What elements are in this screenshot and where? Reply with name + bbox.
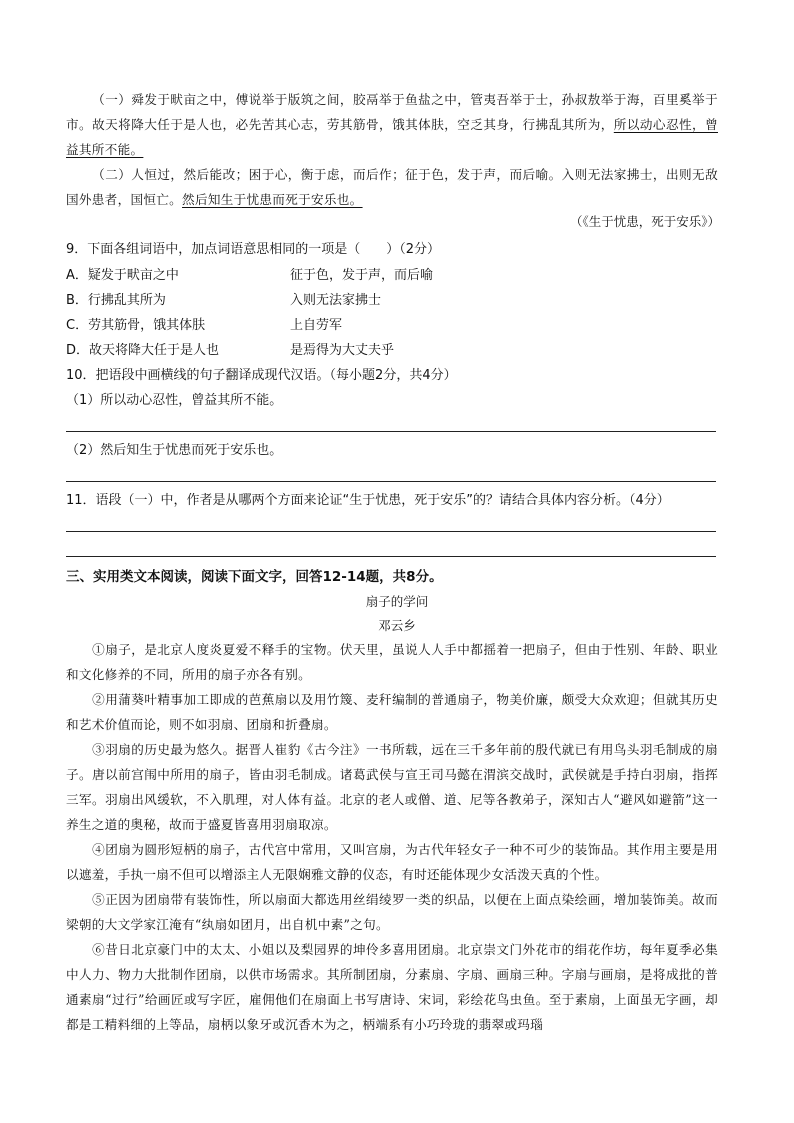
paragraph-text: ④团扇为圆形短柄的扇子，古代宫中常用，又叫宫扇，为古代年轻女子一种不可少的装饰品。其作用主要是用以遮羞，手执一扇不但可以增添主人无限娴雅文静的仪态，有时还能体现少女活泼天真的个性。	[66, 842, 718, 882]
q9-option-d-right: 是焉得为大丈夫乎	[290, 343, 395, 358]
passage-source: （《生于忧患，死于安乐》）	[569, 214, 720, 229]
section-three-heading: 三、实用类文本阅读，阅读下面文字，回答12-14题，共8分。	[66, 569, 443, 585]
answer-line	[66, 431, 716, 432]
paragraph-text: ⑤正因为团扇带有装饰性，所以扇面大都选用丝绢绫罗一类的织品，以便在上面点染绘画，增加装饰美。故而梁朝的大文学家江淹有“纨扇如团月，出自机中素”之句。	[66, 892, 718, 932]
passage-two-text: （二）人恒过，然后能改；困于心，衡于虑，而后作；征于色，发于声，而后喻。入则无法家拂士，出则无敌国外患者，国恒亡。	[66, 167, 718, 207]
q9-option-b-left: B．行拂乱其所为	[66, 293, 166, 308]
passage-one-underlined: 所以动心忍性，曾益其所不能。	[66, 117, 718, 157]
q9-option-a-left: A．疑发于畎亩之中	[66, 268, 179, 283]
passage-one	[66, 87, 718, 162]
article-title: 扇子的学问	[365, 594, 429, 609]
paragraph-text: ①扇子，是北京人度炎夏爱不释手的宝物。伏天里，虽说人人手中都摇着一把扇子，但由于性别、年龄、职业和文化修养的不同，所用的扇子亦各有别。	[66, 642, 718, 682]
article-author: 邓云乡	[378, 618, 416, 633]
passage-two-underlined: 然后知生于忧患而死于安乐也。	[182, 192, 363, 207]
question-10-sentence-2: （2）然后知生于忧患而死于安乐也。	[66, 443, 283, 458]
passage-one-text: （一）舜发于畎亩之中，傅说举于版筑之间，胶鬲举于鱼盐之中，管夷吾举于士，孙叔敖举于海，百里奚举于市。故天将降大任于是人也，必先苦其心志，劳其筋骨，饿其体肤，空乏其身，行拂乱其所为，	[66, 92, 718, 132]
question-11-stem: 11．语段（一）中，作者是从哪两个方面来论证“生于忧患，死于安乐”的？请结合具体内容分析。（4分）	[66, 493, 670, 508]
q9-option-c-left: C．劳其筋骨，饿其体肤	[66, 318, 206, 333]
article-paragraph-6	[66, 937, 718, 1037]
passage-two	[66, 162, 718, 212]
question-10-stem: 10．把语段中画横线的句子翻译成现代汉语。（每小题2分，共4分）	[66, 368, 457, 383]
article-paragraph-3	[66, 737, 718, 837]
question-10-sentence-1: （1）所以动心忍性，曾益其所不能。	[66, 393, 283, 408]
paragraph-text: ②用蒲葵叶精事加工即成的芭蕉扇以及用竹篾、麦秆编制的普通扇子，物美价廉，颇受大众欢迎；但就其历史和艺术价值而论，则不如羽扇、团扇和折叠扇。	[66, 692, 718, 732]
q9-option-a-right: 征于色，发于声，而后喻	[290, 268, 434, 283]
paragraph-text: ③羽扇的历史最为悠久。据晋人崔豹《古今注》一书所载，远在三千多年前的殷代就已有用鸟头羽毛制成的扇子。唐以前宫闱中所用的扇子，皆由羽毛制成。诸葛武侯与宣王司马懿在渭滨交战时，武侯就是手持白羽扇，指挥三军。羽扇出风缓软，不入肌理，对人体有益。北京的老人或僧、道、尼等各教弟子，深知古人“避风如避箭”这一养生之道的奥秘，故而于盛夏皆喜用羽扇取凉。	[66, 742, 718, 832]
paragraph-text: ⑥昔日北京豪门中的太太、小姐以及梨园界的坤伶多喜用团扇。北京崇文门外花市的绢花作坊，每年夏季必集中人力、物力大批制作团扇，以供市场需求。其所制团扇，分素扇、字扇、画扇三种。字扇与画扇，是将成批的普通素扇“过行”给画匠或写字匠，雇佣他们在扇面上书写唐诗、宋词，彩绘花鸟虫鱼。至于素扇，上面虽无字画，却都是工精料细的上等品，扇柄以象牙或沉香木为之，柄端系有小巧玲珑的翡翠或玛瑙	[66, 942, 718, 1032]
answer-line	[66, 531, 716, 532]
article-paragraph-4	[66, 837, 718, 887]
answer-line	[66, 481, 716, 482]
article-paragraph-5	[66, 887, 718, 937]
article-paragraph-2	[66, 687, 718, 737]
article-paragraph-1	[66, 637, 718, 687]
answer-line	[66, 556, 716, 557]
q9-option-d-left: D．故天将降大任于是人也	[66, 343, 220, 358]
q9-option-b-right: 入则无法家拂士	[290, 293, 382, 308]
question-9-stem: 9．下面各组词语中，加点词语意思相同的一项是（ ）（2分）	[66, 242, 441, 257]
q9-option-c-right: 上自劳军	[290, 318, 343, 333]
